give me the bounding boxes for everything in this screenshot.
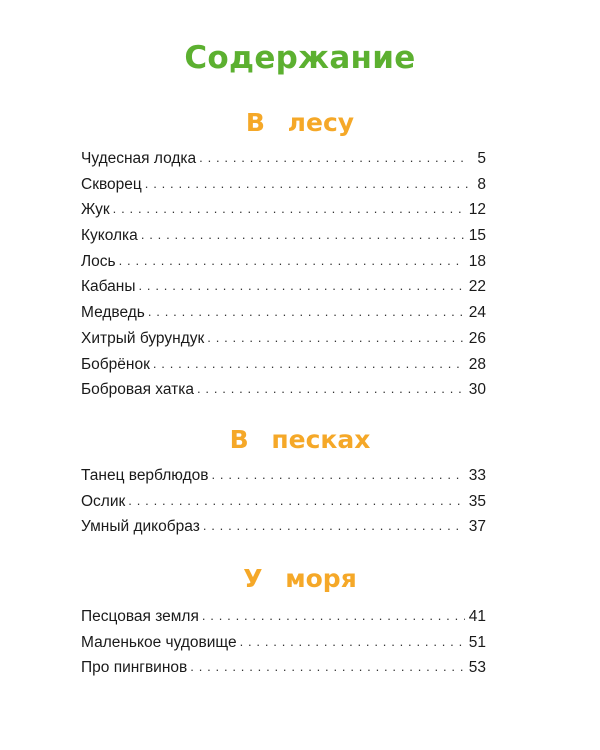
toc-entry[interactable] bbox=[81, 514, 486, 540]
toc-entry-title: Кабаны bbox=[81, 278, 136, 296]
dot-leader bbox=[113, 196, 465, 221]
toc-list-forest bbox=[81, 146, 486, 403]
toc-entry-title: Ослик bbox=[81, 492, 126, 510]
page-title: Содержание bbox=[184, 40, 416, 76]
toc-entry-title: Жук bbox=[81, 201, 110, 219]
toc-entry-page: 28 bbox=[468, 355, 486, 373]
dot-leader bbox=[119, 248, 465, 273]
toc-entry-page: 35 bbox=[468, 492, 486, 510]
dot-leader bbox=[153, 351, 465, 376]
toc-entry-page: 51 bbox=[468, 633, 486, 651]
toc-entry-title: Про пингвинов bbox=[81, 659, 188, 677]
toc-list-sea bbox=[81, 604, 486, 681]
section-heading-sands: В песках bbox=[229, 425, 371, 454]
toc-entry[interactable] bbox=[81, 489, 486, 515]
toc-entry[interactable] bbox=[81, 223, 486, 249]
toc-entry[interactable] bbox=[81, 630, 486, 656]
toc-entry-title: Лось bbox=[81, 252, 116, 270]
toc-entry-page: 18 bbox=[468, 252, 486, 270]
toc-entry-page: 37 bbox=[468, 518, 486, 536]
toc-entry-page: 26 bbox=[468, 329, 486, 347]
toc-entry[interactable] bbox=[81, 249, 486, 275]
toc-entry-title: Куколка bbox=[81, 227, 138, 245]
dot-leader bbox=[141, 222, 465, 247]
dot-leader bbox=[128, 488, 464, 513]
toc-entry[interactable] bbox=[81, 655, 486, 681]
dot-leader bbox=[199, 145, 468, 170]
dot-leader bbox=[203, 513, 465, 538]
toc-entry-title: Скворец bbox=[81, 175, 142, 193]
toc-entry[interactable] bbox=[81, 197, 486, 223]
toc-entry-title: Бобрёнок bbox=[81, 355, 150, 373]
dot-leader bbox=[190, 654, 464, 679]
dot-leader bbox=[211, 462, 464, 487]
dot-leader bbox=[197, 376, 465, 401]
toc-entry-page: 5 bbox=[477, 150, 486, 167]
toc-entry[interactable] bbox=[81, 146, 486, 172]
toc-entry-title: Бобровая хатка bbox=[81, 381, 194, 399]
section-heading-sea: У моря bbox=[243, 564, 357, 593]
toc-entry-title: Медведь bbox=[81, 304, 145, 322]
dot-leader bbox=[202, 603, 465, 628]
dot-leader bbox=[145, 171, 468, 196]
toc-entry[interactable] bbox=[81, 377, 486, 403]
toc-entry-title: Танец верблюдов bbox=[81, 467, 209, 484]
toc-entry-page: 53 bbox=[468, 659, 486, 677]
toc-entry-title: Песцовая земля bbox=[81, 608, 199, 625]
toc-entry-title: Умный дикобраз bbox=[81, 518, 200, 536]
dot-leader bbox=[240, 629, 465, 654]
toc-entry[interactable] bbox=[81, 352, 486, 378]
toc-entry-title: Маленькое чудовище bbox=[81, 633, 237, 651]
toc-list-sands bbox=[81, 463, 486, 540]
toc-entry[interactable] bbox=[81, 463, 486, 489]
dot-leader bbox=[139, 273, 465, 298]
toc-entry[interactable] bbox=[81, 300, 486, 326]
toc-entry[interactable] bbox=[81, 326, 486, 352]
toc-entry[interactable] bbox=[81, 274, 486, 300]
dot-leader bbox=[148, 299, 465, 324]
toc-entry-page: 30 bbox=[468, 381, 486, 399]
toc-entry-title: Чудесная лодка bbox=[81, 150, 197, 167]
toc-entry-page: 41 bbox=[468, 608, 486, 625]
toc-entry-page: 24 bbox=[468, 304, 486, 322]
toc-entry[interactable] bbox=[81, 604, 486, 630]
toc-entry-page: 33 bbox=[468, 467, 486, 484]
toc-entry-page: 22 bbox=[468, 278, 486, 296]
toc-entry-page: 15 bbox=[468, 227, 486, 245]
toc-entry-page: 12 bbox=[468, 201, 486, 219]
dot-leader bbox=[207, 325, 464, 350]
section-heading-forest: В лесу bbox=[245, 108, 355, 137]
toc-entry[interactable] bbox=[81, 172, 486, 198]
toc-entry-title: Хитрый бурундук bbox=[81, 329, 205, 347]
toc-entry-page: 8 bbox=[477, 175, 486, 193]
